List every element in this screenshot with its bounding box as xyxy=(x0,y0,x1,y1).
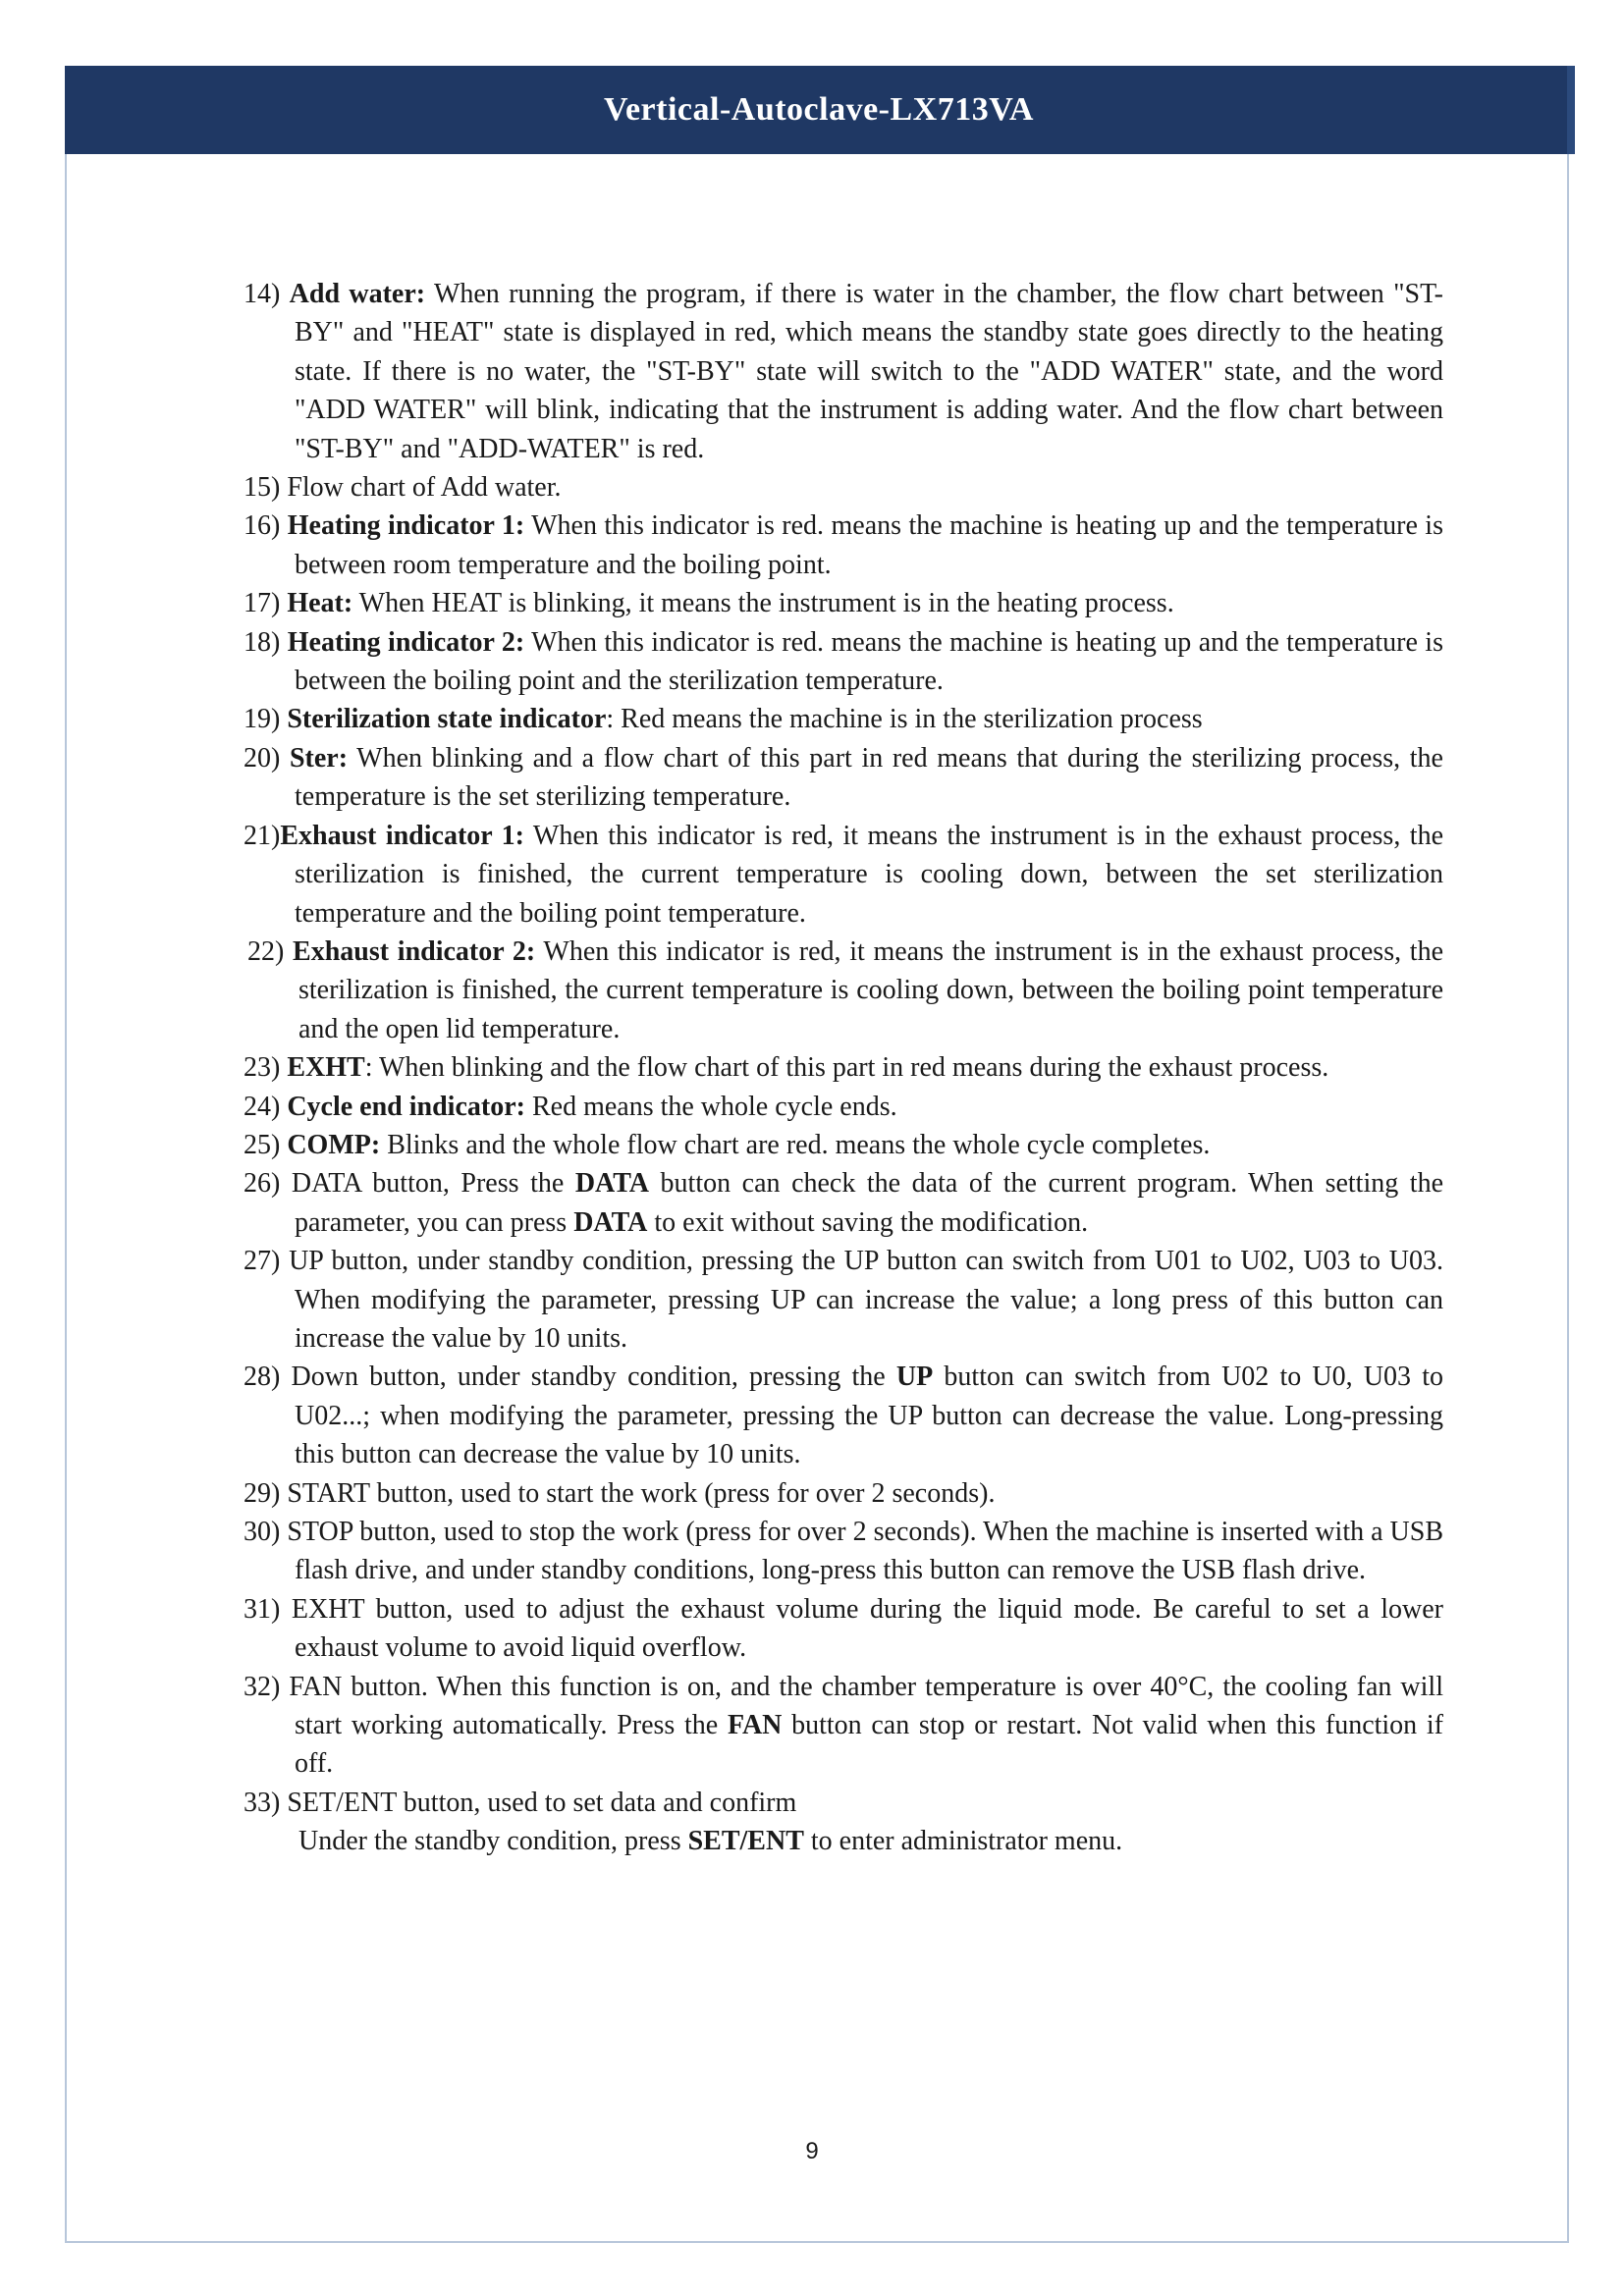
list-item-29 xyxy=(244,1474,1443,1513)
item-text: button can check the data of the current program. When setting the parameter, you can press xyxy=(295,1168,1443,1238)
list-item-27 xyxy=(244,1242,1443,1358)
item-keyword: SET/ENT xyxy=(687,1826,804,1857)
item-heading: EXHT xyxy=(287,1052,365,1084)
item-text: When this indicator is red. means the machine is heating up and the temperature is between room temperature and the boiling point. xyxy=(295,510,1443,580)
list-item-21 xyxy=(244,817,1443,933)
document-title: Vertical-Autoclave-LX713VA xyxy=(604,91,1034,128)
list-item-14 xyxy=(244,275,1443,468)
item-heading: Heating indicator 1: xyxy=(287,510,525,542)
item-number: 25) xyxy=(244,1129,288,1160)
item-text: START button, used to start the work (press for over 2 seconds). xyxy=(287,1477,996,1509)
item-text: : When blinking and the flow chart of this part in red means during the exhaust process. xyxy=(364,1052,1329,1084)
item-text: Blinks and the whole flow chart are red. means the whole cycle completes. xyxy=(380,1129,1211,1160)
item-heading: Sterilization state indicator xyxy=(287,704,607,735)
item-text: When HEAT is blinking, it means the instrument is in the heating process. xyxy=(352,588,1174,619)
item-text: Flow chart of Add water. xyxy=(287,472,562,504)
item-heading: Heat: xyxy=(287,588,353,619)
item-text: When running the program, if there is water in the chamber, the flow chart between "ST-BY" and "HEAT" state is displayed in red, which means the standby state goes directly to the heating state. If there is no water, the "ST-BY" state will switch to the "ADD WATER" state, and the word "ADD WATER" will blink, indicating that the instrument is adding water. And the flow chart between "ST-BY" and "ADD-WATER" is red. xyxy=(295,279,1443,464)
item-number: 17) xyxy=(244,588,288,619)
item-heading: Add water: xyxy=(289,279,426,309)
list-item-28 xyxy=(244,1358,1443,1473)
item-number: 23) xyxy=(244,1052,288,1084)
item-text: When this indicator is red, it means the instrument is in the exhaust process, the sterilization is finished, the current temperature is cooling down, between the set sterilization temperature and the boiling point temperature. xyxy=(295,820,1443,929)
item-keyword: FAN xyxy=(727,1710,783,1741)
item-text: SET/ENT button, used to set data and confirm xyxy=(287,1787,797,1818)
list-item-32 xyxy=(244,1668,1443,1784)
item-text: Under the standby condition, press xyxy=(298,1826,688,1857)
item-number: 32) xyxy=(244,1671,290,1702)
item-text: EXHT button, used to adjust the exhaust volume during the liquid mode. Be careful to set a lower exhaust volume to avoid liquid overflow. xyxy=(291,1593,1443,1664)
item-heading: Cycle end indicator: xyxy=(287,1091,525,1122)
item-number: 21) xyxy=(244,820,281,851)
item-number: 27) xyxy=(244,1246,290,1277)
item-keyword: DATA xyxy=(573,1206,648,1238)
document-header xyxy=(65,66,1573,154)
header-edge xyxy=(1567,66,1575,154)
item-text: button can stop or restart. Not valid when this function if off. xyxy=(295,1710,1443,1780)
item-text: to enter administrator menu. xyxy=(803,1826,1123,1857)
item-text: UP button, under standby condition, pressing the UP button can switch from U01 to U02, U03 to U03. When modifying the parameter, pressing UP can increase the value; a long press of this button can increase the value by 10 units. xyxy=(289,1246,1444,1354)
item-text: to exit without saving the modification. xyxy=(647,1206,1089,1238)
list-item-22 xyxy=(244,933,1443,1048)
list-item-25 xyxy=(244,1126,1443,1164)
item-text: When this indicator is red, it means the instrument is in the exhaust process, the sterilization is finished, the current temperature is cooling down, between the boiling point temperature and the open lid temperature. xyxy=(298,935,1444,1044)
item-number: 26) xyxy=(244,1168,292,1200)
item-heading: Ster: xyxy=(289,742,349,774)
item-text: button can switch from U02 to U0, U03 to U02...; when modifying the parameter, pressing the UP button can decrease the value. Long-pressing this button can decrease the value by 10 units. xyxy=(295,1362,1444,1470)
item-number: 14) xyxy=(244,279,290,309)
item-number: 31) xyxy=(244,1593,292,1625)
list-item-24 xyxy=(244,1088,1443,1126)
item-number: 33) xyxy=(244,1787,288,1818)
item-number: 24) xyxy=(244,1091,288,1122)
list-item-31 xyxy=(244,1590,1443,1668)
item-heading: Heating indicator 2: xyxy=(287,626,525,658)
item-text: Down button, under standby condition, pressing the xyxy=(291,1362,896,1393)
list-item-33-continuation xyxy=(244,1822,1443,1860)
item-number: 30) xyxy=(244,1517,288,1547)
item-number: 22) xyxy=(247,935,294,967)
item-text: STOP button, used to stop the work (press for over 2 seconds). When the machine is inserted with a USB flash drive, and under standby conditions, long-press this button can remove the USB flash drive. xyxy=(287,1517,1443,1586)
item-number: 28) xyxy=(244,1362,292,1393)
list-item-23 xyxy=(244,1048,1443,1087)
item-text: When this indicator is red. means the machine is heating up and the temperature is between the boiling point and the sterilization temperature. xyxy=(295,626,1443,697)
list-item-18 xyxy=(244,623,1443,701)
item-number: 15) xyxy=(244,472,288,504)
item-text: Red means the whole cycle ends. xyxy=(524,1091,897,1122)
item-heading: COMP: xyxy=(287,1129,381,1160)
item-heading: Exhaust indicator 1: xyxy=(280,820,524,851)
list-item-20 xyxy=(244,739,1443,817)
item-number: 18) xyxy=(244,626,288,658)
item-heading: Exhaust indicator 2: xyxy=(293,935,536,967)
list-item-15 xyxy=(244,468,1443,507)
page-number: 9 xyxy=(805,2138,819,2164)
item-text: FAN button. When this function is on, and the chamber temperature is over 40°C, the cooling fan will start working automatically. Press the xyxy=(289,1671,1443,1741)
item-text: When blinking and a flow chart of this part in red means that during the sterilizing process, the temperature is the set sterilizing temperature. xyxy=(295,742,1443,813)
list-item-16 xyxy=(244,507,1443,584)
item-number: 16) xyxy=(244,510,288,542)
list-item-30 xyxy=(244,1513,1443,1590)
list-item-26 xyxy=(244,1164,1443,1242)
item-number: 19) xyxy=(244,704,288,735)
item-text: DATA button, Press the xyxy=(291,1168,575,1200)
item-number: 20) xyxy=(244,742,290,774)
item-number: 29) xyxy=(244,1477,288,1509)
list-item-19 xyxy=(244,700,1443,738)
document-body xyxy=(244,275,1443,1861)
list-item-33 xyxy=(244,1784,1443,1822)
list-item-17 xyxy=(244,584,1443,622)
item-text: : Red means the machine is in the sterilization process xyxy=(606,704,1203,735)
item-keyword: UP xyxy=(895,1362,934,1393)
item-keyword: DATA xyxy=(574,1168,650,1200)
